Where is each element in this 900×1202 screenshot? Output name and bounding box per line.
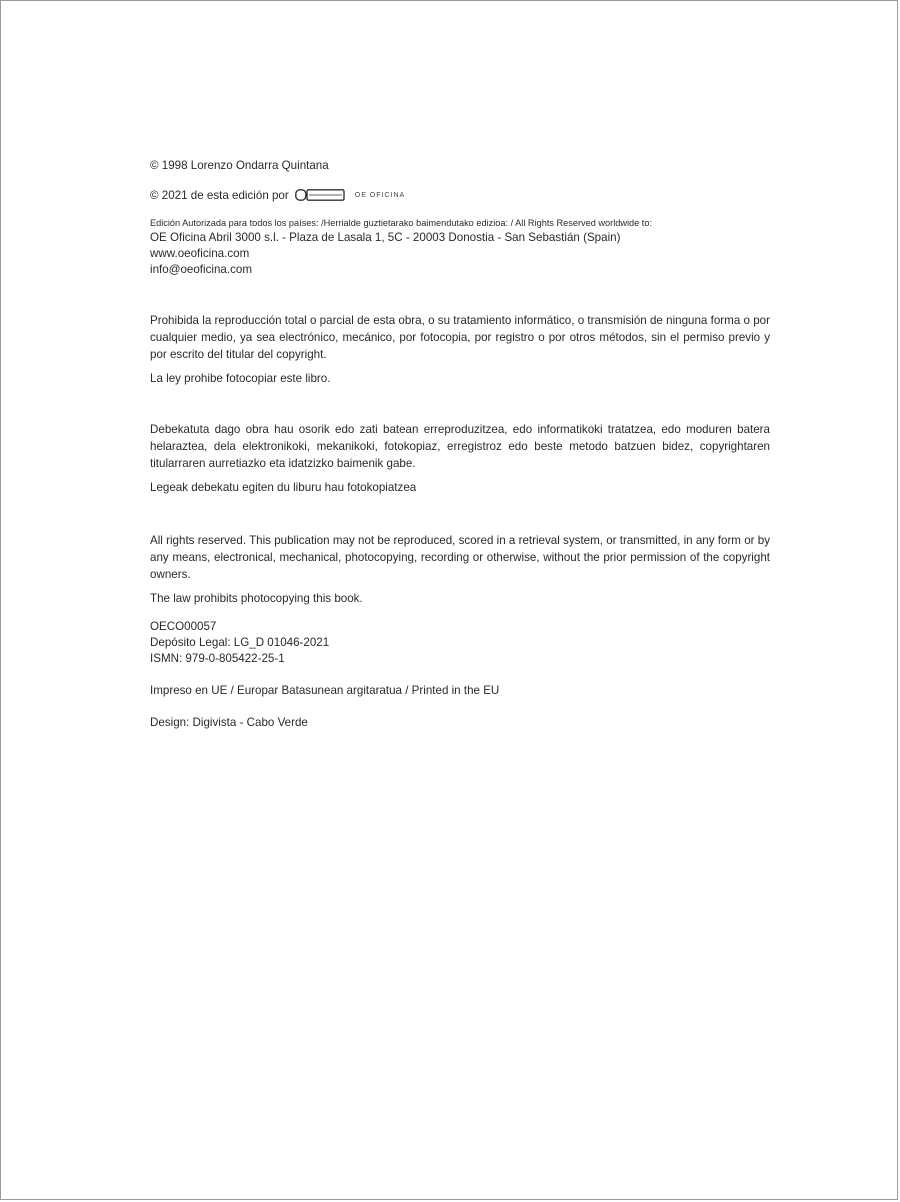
publisher-website: www.oeoficina.com bbox=[150, 247, 250, 260]
logo-text: OE OFICINA bbox=[354, 191, 406, 199]
legal-deposit: Depósito Legal: LG_D 01046-2021 bbox=[150, 636, 330, 649]
spanish-notice: Prohibida la reproducción total o parcial de esta obra, o su tratamiento informático, o transmisión de ninguna forma o por cualquier medio, ya sea electrónico, mecánico, por fotocopia, por registro o por otros métodos, sin el permiso previo y por escrito del titular del copyright. bbox=[150, 314, 770, 361]
basque-law: Legeak debekatu egiten du liburu hau fotokopiatzea bbox=[150, 481, 417, 494]
oe-logo-icon bbox=[295, 189, 345, 201]
printed-in: Impreso en UE / Europar Batasunean argitaratua / Printed in the EU bbox=[150, 684, 500, 697]
ismn: ISMN: 979-0-805422-25-1 bbox=[150, 652, 285, 665]
design-credit: Design: Digivista - Cabo Verde bbox=[150, 716, 308, 729]
publisher-email: info@oeoficina.com bbox=[150, 263, 252, 276]
publisher-logo bbox=[295, 189, 405, 201]
copyright-page bbox=[150, 158, 770, 731]
publisher-address: OE Oficina Abril 3000 s.l. - Plaza de Lasala 1, 5C - 20003 Donostia - San Sebastián (Spain) bbox=[150, 231, 621, 244]
edition-text: © 2021 de esta edición por bbox=[150, 188, 289, 202]
book-code: OECO00057 bbox=[150, 620, 217, 633]
rights-line: Edición Autorizada para todos los países: /Herrialde guztietarako baimendutako edizioa: / All Rights Reserved worldwide to: bbox=[150, 218, 653, 228]
english-notice: All rights reserved. This publication may not be reproduced, scored in a retrieval system, or transmitted, in any form or by any means, electronical, mechanical, photocopying, recording or otherwise, without the prior permission of the copyright owners. bbox=[150, 534, 770, 581]
author-copyright: © 1998 Lorenzo Ondarra Quintana bbox=[150, 159, 329, 172]
edition-copyright bbox=[150, 186, 770, 204]
basque-notice: Debekatuta dago obra hau osorik edo zati batean erreproduzitzea, edo informatikoki tratatzea, edo moduren batera helaraztea, dela elektronikoki, mekanikoki, fotokopiaz, erregistroz edo beste metodo batzuen bidez, copyrightaren titularraren aurretiazko eta idatzizko baimenik gabe. bbox=[150, 423, 770, 470]
english-law: The law prohibits photocopying this book. bbox=[150, 592, 363, 605]
spanish-law: La ley prohibe fotocopiar este libro. bbox=[150, 372, 331, 385]
